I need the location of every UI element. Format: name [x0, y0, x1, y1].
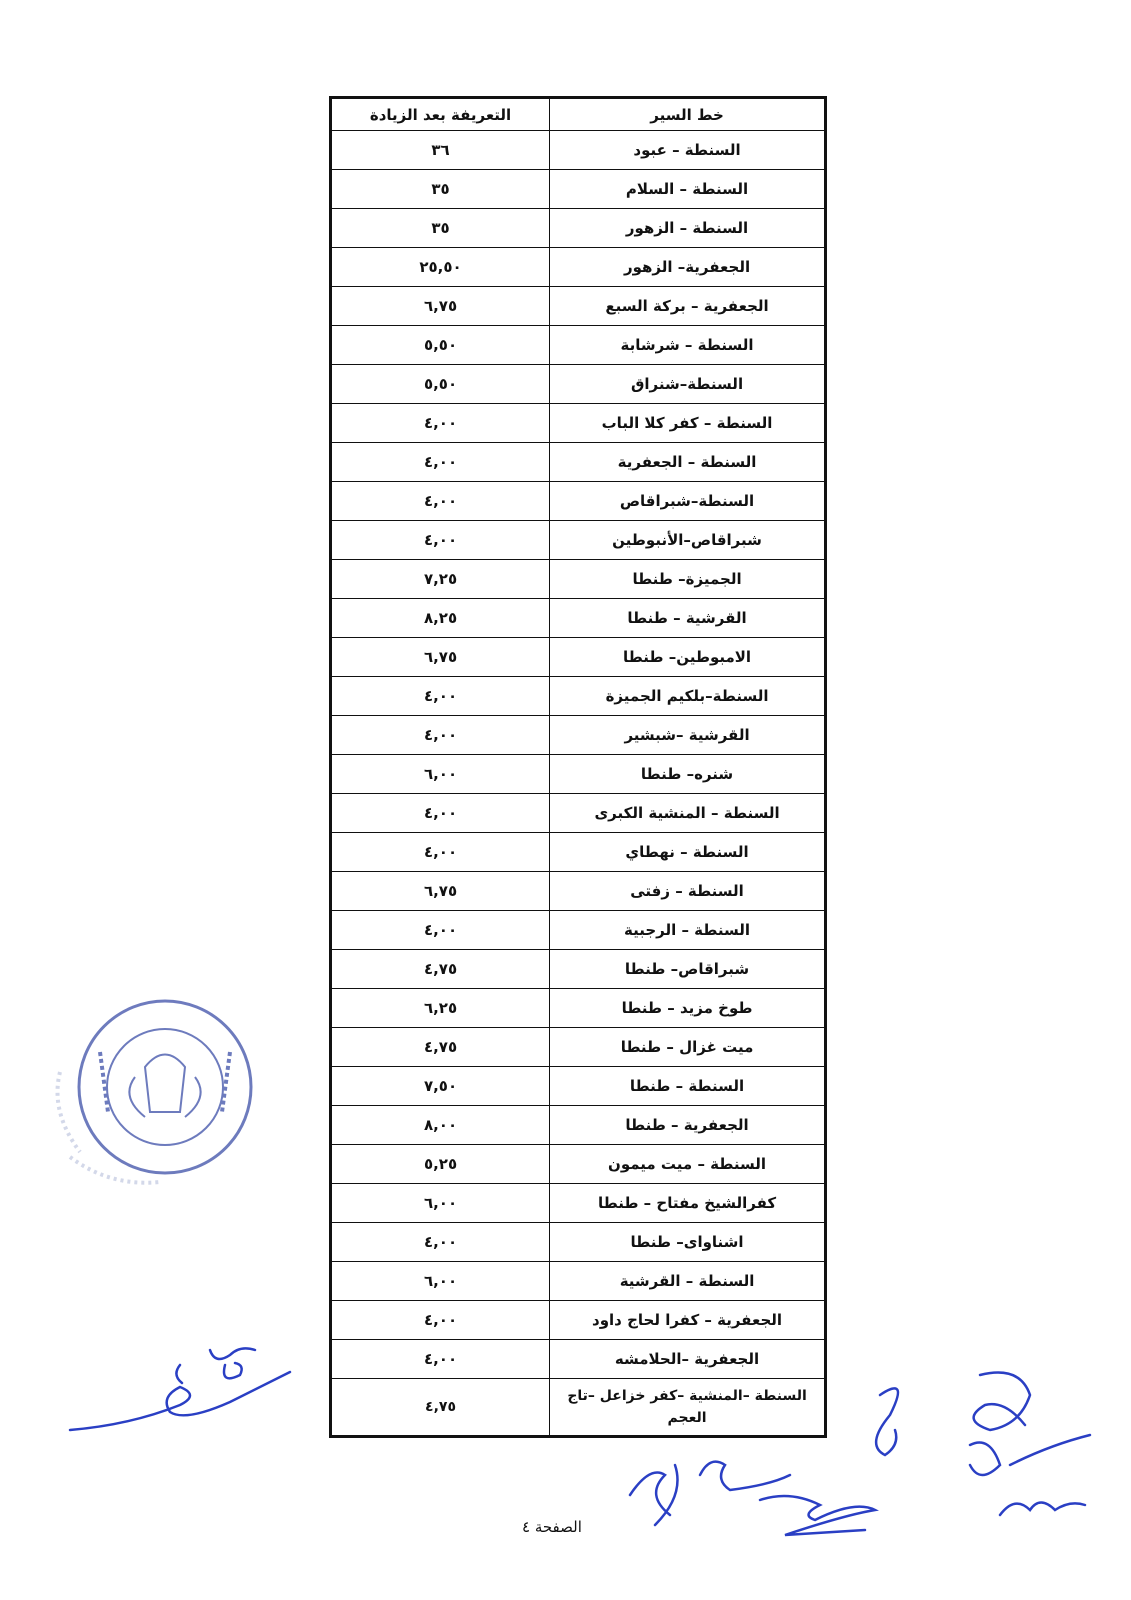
- route-cell: الجعفرية – بركة السبع: [550, 287, 826, 326]
- fare-cell: ٤,٧٥: [331, 1028, 550, 1067]
- table-row: [331, 1301, 826, 1340]
- route-cell: السنطة – نهطاي: [550, 833, 826, 872]
- signatures-bottom-right: [620, 1355, 1120, 1575]
- table-row: [331, 872, 826, 911]
- route-cell: السنطة – عبود: [550, 131, 826, 170]
- fare-cell: ٤,٠٠: [331, 1301, 550, 1340]
- fare-cell: ٤,٠٠: [331, 677, 550, 716]
- route-cell: السنطة –المنشية –كفر خزاعل –تاج العجم: [550, 1379, 826, 1437]
- fare-cell: ٦,٠٠: [331, 755, 550, 794]
- fare-cell: ٧,٥٠: [331, 1067, 550, 1106]
- route-cell: الجعفرية –الحلامشه: [550, 1340, 826, 1379]
- signature-left: [60, 1310, 300, 1450]
- table-row: [331, 1184, 826, 1223]
- table-row: [331, 716, 826, 755]
- route-cell: السنطة–بلكيم الجميزة: [550, 677, 826, 716]
- fare-column-header: التعريفة بعد الزيادة: [331, 98, 550, 131]
- table-row: [331, 443, 826, 482]
- table-row: [331, 833, 826, 872]
- route-cell: الجعفرية – طنطا: [550, 1106, 826, 1145]
- route-cell: الامبوطين– طنطا: [550, 638, 826, 677]
- fare-cell: ٦,٧٥: [331, 638, 550, 677]
- route-cell: السنطة – زفتى: [550, 872, 826, 911]
- table-row: [331, 248, 826, 287]
- table-row: [331, 677, 826, 716]
- table-row: [331, 1106, 826, 1145]
- fare-cell: ٤,٠٠: [331, 404, 550, 443]
- fare-cell: ٦,٢٥: [331, 989, 550, 1028]
- route-cell: الجميزة– طنطا: [550, 560, 826, 599]
- fare-cell: ٤,٠٠: [331, 794, 550, 833]
- route-cell: شبراقاص–الأنبوطين: [550, 521, 826, 560]
- route-cell: الجعفرية – كفرا لحاج داود: [550, 1301, 826, 1340]
- table-row: [331, 170, 826, 209]
- fare-table: [329, 96, 827, 1438]
- route-cell: شبراقاص– طنطا: [550, 950, 826, 989]
- route-cell: السنطة – ميت ميمون: [550, 1145, 826, 1184]
- route-cell: القرشية – طنطا: [550, 599, 826, 638]
- route-cell: ميت غزال – طنطا: [550, 1028, 826, 1067]
- fare-cell: ٤,٧٥: [331, 1379, 550, 1437]
- route-cell: السنطة–شبراقاص: [550, 482, 826, 521]
- fare-cell: ٥,٢٥: [331, 1145, 550, 1184]
- fare-cell: ٤,٠٠: [331, 911, 550, 950]
- fare-cell: ٤,٠٠: [331, 443, 550, 482]
- table-row: [331, 989, 826, 1028]
- fare-cell: ٤,٠٠: [331, 833, 550, 872]
- route-cell: السنطة – الزهور: [550, 209, 826, 248]
- table-row: [331, 1145, 826, 1184]
- table-row: [331, 1028, 826, 1067]
- table-row: [331, 794, 826, 833]
- table-row: [331, 404, 826, 443]
- route-column-header: خط السير: [550, 98, 826, 131]
- table-row: [331, 1223, 826, 1262]
- route-cell: السنطة – الرجبية: [550, 911, 826, 950]
- route-cell: كفرالشيخ مفتاح – طنطا: [550, 1184, 826, 1223]
- page-number: الصفحة ٤: [522, 1518, 582, 1536]
- fare-table-body: [331, 131, 826, 1437]
- fare-cell: ٢٥,٥٠: [331, 248, 550, 287]
- table-row: [331, 287, 826, 326]
- table-row: [331, 911, 826, 950]
- table-row: [331, 1067, 826, 1106]
- route-cell: طوخ مزيد – طنطا: [550, 989, 826, 1028]
- route-cell: اشناواى– طنطا: [550, 1223, 826, 1262]
- fare-cell: ٨,٠٠: [331, 1106, 550, 1145]
- table-row: [331, 755, 826, 794]
- table-row: [331, 131, 826, 170]
- route-cell: السنطة – المنشية الكبرى: [550, 794, 826, 833]
- fare-cell: ٤,٠٠: [331, 521, 550, 560]
- fare-cell: ٤,٠٠: [331, 1223, 550, 1262]
- route-cell: السنطة – كفر كلا الباب: [550, 404, 826, 443]
- route-cell: القرشية –شبشير: [550, 716, 826, 755]
- fare-cell: ٦,٠٠: [331, 1184, 550, 1223]
- table-row: [331, 1262, 826, 1301]
- table-row: [331, 599, 826, 638]
- table-row: [331, 326, 826, 365]
- fare-cell: ٥,٥٠: [331, 326, 550, 365]
- table-row: [331, 638, 826, 677]
- fare-cell: ٤,٠٠: [331, 1340, 550, 1379]
- table-row: [331, 521, 826, 560]
- route-cell: السنطة – السلام: [550, 170, 826, 209]
- table-row: [331, 560, 826, 599]
- fare-cell: ٤,٠٠: [331, 716, 550, 755]
- table-row: [331, 209, 826, 248]
- fare-cell: ٨,٢٥: [331, 599, 550, 638]
- fare-cell: ٦,٧٥: [331, 287, 550, 326]
- table-row: [331, 365, 826, 404]
- official-seal-stamp: [40, 982, 290, 1212]
- table-header-row: [331, 98, 826, 131]
- route-cell: السنطة – القرشية: [550, 1262, 826, 1301]
- table-row: [331, 482, 826, 521]
- route-cell: السنطة – الجعفرية: [550, 443, 826, 482]
- fare-cell: ٥,٥٠: [331, 365, 550, 404]
- fare-cell: ٣٥: [331, 209, 550, 248]
- route-cell: السنطة – طنطا: [550, 1067, 826, 1106]
- route-cell: شنره– طنطا: [550, 755, 826, 794]
- fare-cell: ٣٥: [331, 170, 550, 209]
- table-row: [331, 950, 826, 989]
- fare-cell: ٦,٠٠: [331, 1262, 550, 1301]
- fare-cell: ٣٦: [331, 131, 550, 170]
- route-cell: السنطة–شنراق: [550, 365, 826, 404]
- fare-cell: ٦,٧٥: [331, 872, 550, 911]
- fare-cell: ٤,٠٠: [331, 482, 550, 521]
- fare-cell: ٧,٢٥: [331, 560, 550, 599]
- fare-cell: ٤,٧٥: [331, 950, 550, 989]
- route-cell: السنطة – شرشابة: [550, 326, 826, 365]
- route-cell: الجعفرية– الزهور: [550, 248, 826, 287]
